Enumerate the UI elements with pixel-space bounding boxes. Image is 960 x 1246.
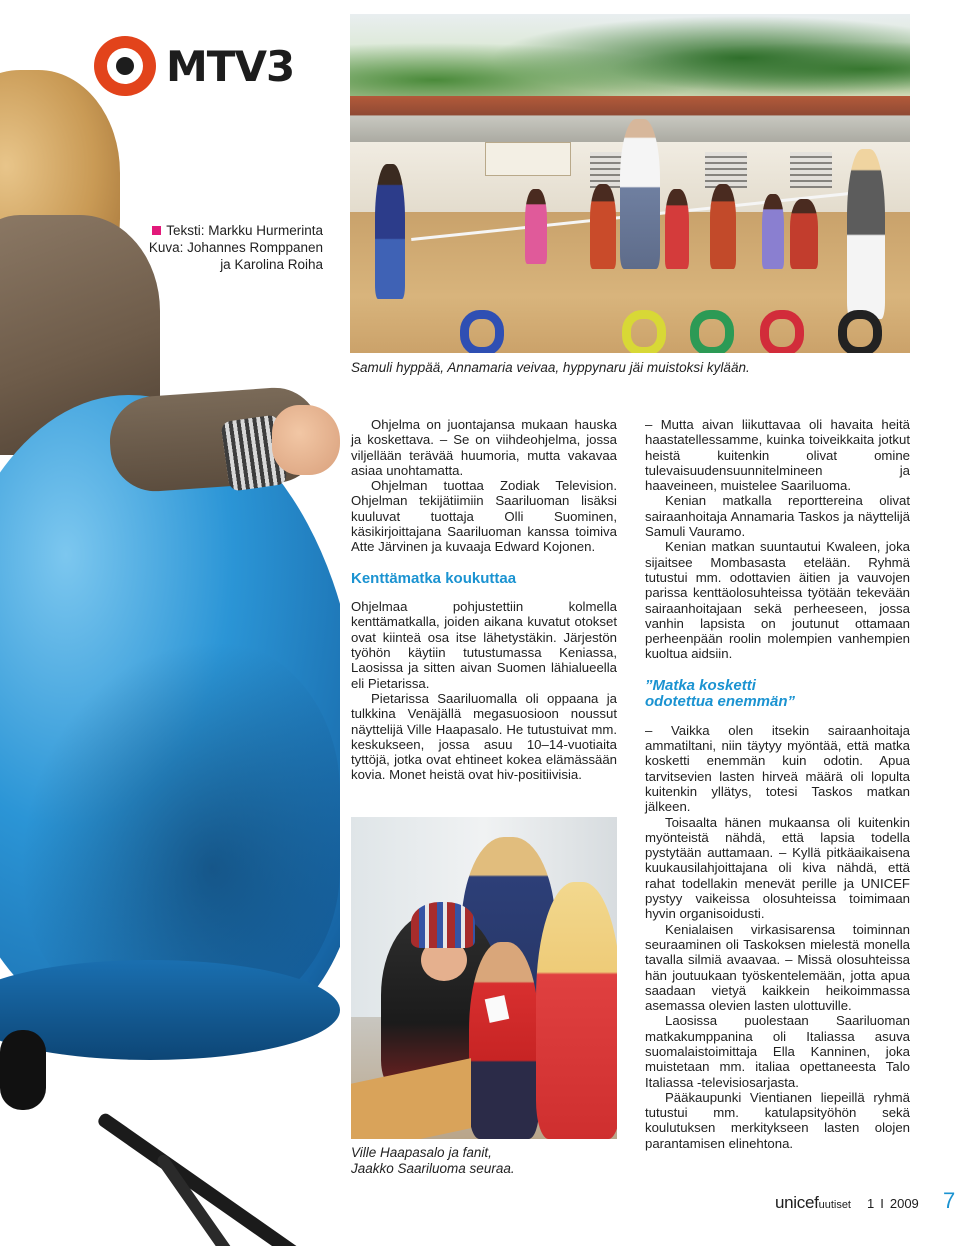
article-column-1 [351,417,617,783]
photo-woman-left [375,164,405,299]
photo-child [665,189,689,269]
heading-line: odotettua enemmän” [645,693,796,711]
photo-tire-blue [460,310,504,353]
photo-girl-red [469,942,539,1139]
haapasalo-fans-photo [351,817,617,1139]
photo-school-sign [485,142,571,176]
photo-child [525,189,547,264]
caption-line: Ville Haapasalo ja fanit, [351,1145,492,1160]
photo-child [590,184,616,269]
photo-man-jumping [620,119,660,269]
paragraph: Toisaalta hänen mukaansa oli kuitenkin myönteistä nähdä, että lapsia todella pystytään auttamaan. – Kyllä pitkäaikaisena kuukausilahjoittajana oli kiva nähdä, että rahat todellakin menevät perille ja UNICEF pystyy vaikeissa olosuhteissa toimimaan hyvin organisoidusti. [645,814,910,922]
photo-tire-green [690,310,734,353]
paragraph: Kenialaisen virkasisarensa toiminnan seuraaminen oli Taskoksen mielestä monella tavalla silmiä avaavaa. – Missä olosuhteissa hän joutuukaan työskentelemään, jotta apua saadaan vietyä kaikkein heikoimmassa asemassa olevien lasten ulottuville. [645,921,910,1014]
photo-child [790,199,818,269]
heading-line: ”Matka kosketti [645,676,756,694]
photo-wheel-hub [0,1030,46,1110]
footer-brand-sub: uutiset [818,1199,851,1211]
credit-photographer: Kuva: Johannes Romppanen [148,240,323,255]
photo-hand [272,405,340,475]
photo-tire-red [760,310,804,353]
photo-window [790,152,832,188]
credit-writer-line [128,222,323,239]
photo-tire-yellow [622,310,666,353]
paragraph: Kenian matkan suuntautui Kwaleen, joka sijaitsee Mombasasta etelään. Ryhmä tutustui mm. odottavien äitien ja vauvojen parissa kenttäolosuhteissa työtään tekevään sairaanhoitajaan sekä perheeseen, jossa vanhin lapsista on joutunut ottamaan perheenpään roolin molempien vanhempien kuoltua aidsiin. [645,539,910,662]
photo-table [351,1058,471,1139]
photo-child [762,194,784,269]
mtv3-logo-text: MTV3 [166,41,295,91]
photo-window [705,152,747,188]
top-photo-caption: Samuli hyppää, Annamaria veivaa, hyppynaru jäi muistoksi kylään. [351,360,750,375]
kenya-schoolyard-photo [350,14,910,353]
footer-separator: I [880,1196,884,1211]
paragraph: Ohjelman tuottaa Zodiak Television. Ohjelman tekijätiimiin Saariluoman lisäksi kuuluvat tuottaja Olli Suominen, käsikirjoittajana Saariluoman kanssa toimiva Atte Järvinen ja kuvaaja Edward Kojonen. [351,478,617,555]
paragraph: Ohjelmaa pohjustettiin kolmella kenttämatkalla, joiden aikana kuvatut otokset ovat kiinteä osa itse lähetystäkin. Järjestön työhön käytiin tutustumassa Keniassa, Laosissa ja sitten aivan Suomen lähialueella eli Pietarissa. [351,599,617,691]
article-column-2 [645,417,910,1151]
footer-brand: unicef [775,1193,819,1212]
paragraph: Pietarissa Saariluomalla oli oppaana ja tulkkina Venäjällä megasuosioon noussut näyttelijä Ville Haapasalo. He tutustuivat mm. keskukseen, jossa asuu 10–14-vuotiaita tyttöjä, jotka ovat ehtineet kokea elämässään kovia. Monet heistä ovat hiv-positiivisia. [351,690,617,783]
footer-year: 2009 [889,1196,919,1211]
photo-woman-right [847,149,885,319]
mtv3-logo-icon [94,36,156,96]
bottom-photo-caption [351,1145,617,1177]
credits [128,222,323,273]
square-bullet-icon [152,226,161,235]
paragraph: Pääkaupunki Vientianen liepeillä ryhmä tutustui mm. katulapsityöhön sekä koulutuksen merkitykseen lasten olojen parantamisen elinehtona. [645,1089,910,1151]
stroller-photo [0,0,340,1246]
paragraph: Laosissa puolestaan Saariluoman matkakumppanina oli Italiassa asuva suomalaistoimittaja Ella Kanninen, joka muistetaan mm. italiaa opettaneesta Talo Italiassa -televisiosarjasta. [645,1013,910,1090]
paragraph: Kenian matkalla reporttereina olivat sairaanhoitaja Annamaria Taskos ja näyttelijä Samuli Vauramo. [645,493,910,540]
section-heading: Kenttämatka koukuttaa [351,569,517,587]
photo-child [710,184,736,269]
footer-issue: 1 [867,1196,875,1211]
section-heading [645,678,910,711]
credit-writer: Teksti: Markku Hurmerinta [166,223,323,238]
paragraph: – Mutta aivan liikuttavaa oli havaita heitä haastatellessamme, kuinka toiveikkaita jotkut heistä kuitenkin olivat omine tulevaisuudensuunnitelmineen ja haaveineen, muistelee Saariluoma. [645,417,910,494]
photo-blonde-girl [536,882,617,1139]
photo-stroller-base [0,960,340,1060]
paragraph: – Vaikka olen itsekin sairaanhoitaja ammatiltani, niin täytyy myöntää, että matka kosketti enemmän kuin odotin. Apua tarvitsevien lasten hirveä määrä oli lopulta kuitenkin yllätys, totesi Taskos matkan jälkeen. [645,722,910,815]
footer [775,1193,919,1213]
page-number: 7 [943,1188,956,1213]
caption-line: Jaakko Saariluoma seuraa. [351,1161,515,1176]
paragraph: Ohjelma on juontajansa mukaan hauska ja koskettava. – Se on viihdeohjelma, jossa viljellään terävää huumoria, mutta vakavaa asiaa unohtamatta. [351,417,617,478]
photo-tire-black [838,310,882,353]
photo-knit-hat [411,902,475,948]
mtv3-logo [94,36,294,96]
credit-photographer-2: ja Karolina Roiha [220,257,323,272]
